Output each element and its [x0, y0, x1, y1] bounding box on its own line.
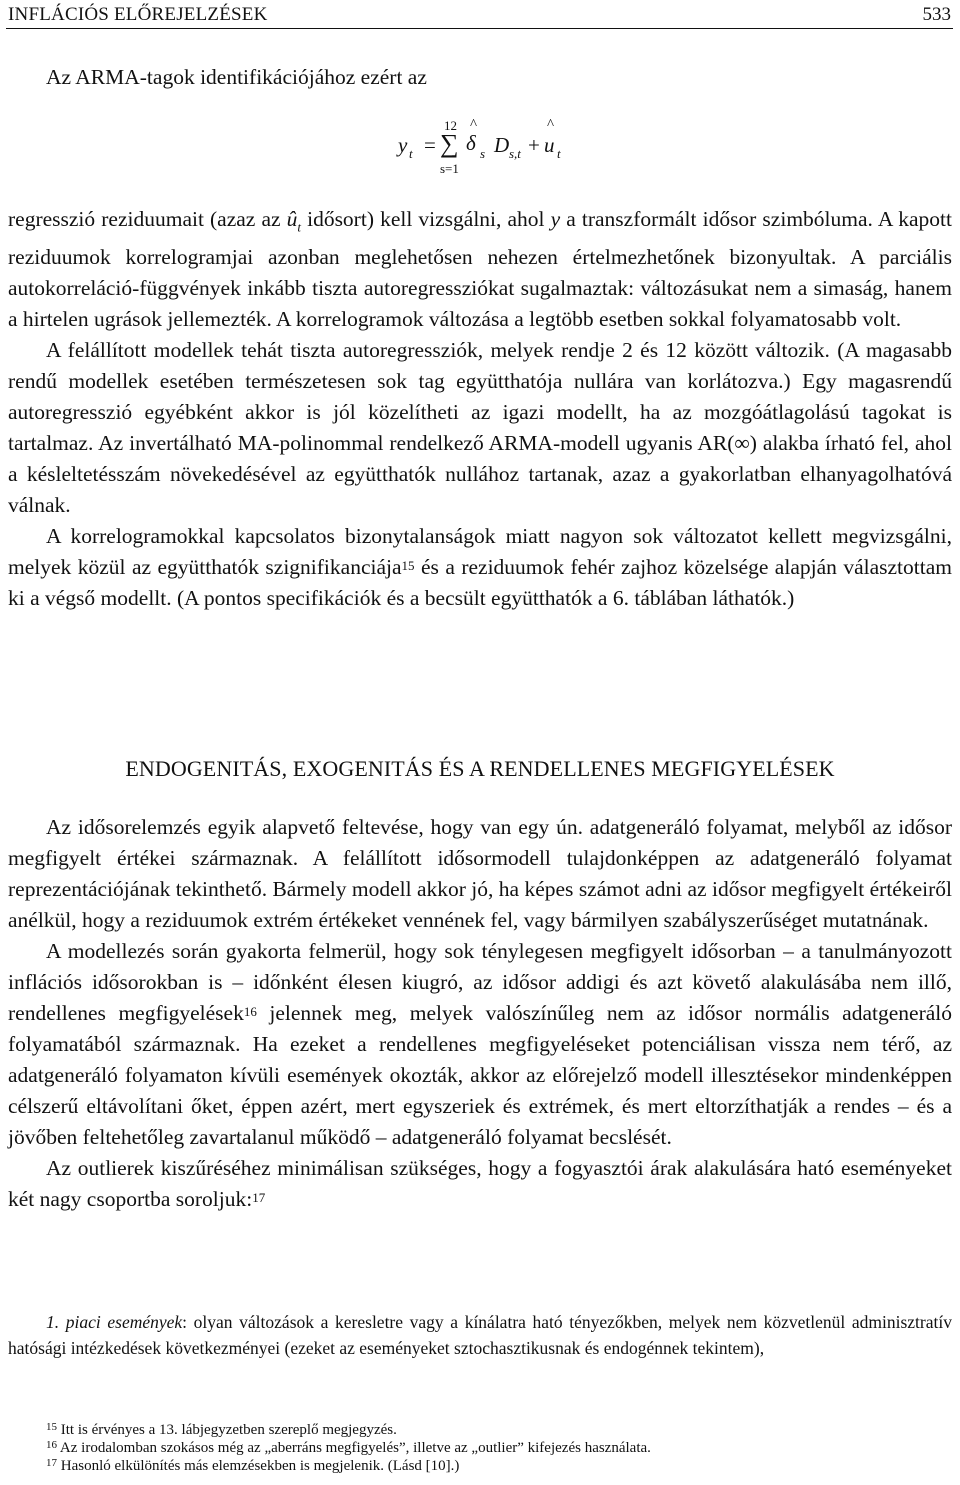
market-events-text [8, 1309, 952, 1361]
footnotes [8, 1421, 952, 1475]
event-groups-text: Az outlierek kiszűréséhez minimálisan szükséges, hogy a fogyasztói árak alakulására ható eseményeket két nagy csoportba soroljuk: [8, 1156, 952, 1211]
footnote-ref-15: 15 [401, 558, 415, 574]
formula-u: u [544, 133, 555, 157]
residuals-text-b: idősort) kell vizsgálni, ahol [301, 207, 551, 231]
u-hat-symbol: û [286, 207, 298, 231]
paragraph-event-groups [8, 1153, 952, 1215]
D-sub: s,t [509, 146, 521, 161]
sum-upper-limit: 12 [444, 118, 457, 133]
residuals-text-c: a transzformált idősor szimbóluma. A kapott reziduumok korrelogramjai azonban meglehetősen nehezen értelmezhetőnek bizonyultak. A parciális autokorreláció-függvények inkább tiszta autoregressziókat sugalmaztak: változásukat nem a simaság, hanem a hirtelen ugrások jellemezték. A korrelogramok változása a legtöbb esetben sokkal folyamatosabb volt. [8, 207, 952, 332]
formula-lhs-sub: t [409, 146, 413, 161]
u-hat-sub: t [297, 219, 301, 235]
paragraph-data-generating: Az idősorelemzés egyik alapvető feltevése, hogy van egy ún. adatgeneráló folyamat, melyből az idősor megfigyelt értékei származnak. A felállított idősormodell tulajdonképpen az adatgeneráló folyamat reprezentációjának tekinthető. Bármely modell akkor jó, ha képes számot adni az idősor megfigyelt értékeiről anélkül, hogy a reziduumok extrém értékeket vennének fel, vagy bármilyen szabályszerűséget mutatnának. [8, 815, 952, 932]
delta-hat: ^ [470, 117, 478, 133]
footnote-15-number: 15 [46, 1421, 57, 1433]
correlogram-text-a: A korrelogramokkal kapcsolatos bizonytalanságok miatt nagyon sok változatot kellett megvizsgálni, melyek közül az együtthatók szignifikanciája [8, 524, 952, 580]
running-header [6, 2, 953, 29]
correlogram-text-b: és a reziduumok fehér zajhoz közelsége alapján választottam ki a végső modellt. (A pontos specifikációk és a becsült együtthatók a 6. táblában láthatók.) [8, 555, 952, 611]
paragraph-residuals [8, 204, 952, 614]
formula-D: D [494, 133, 510, 157]
residuals-text [8, 204, 952, 335]
formula-lhs: y [398, 133, 408, 157]
market-events-label: 1. piaci események [46, 1312, 183, 1332]
paragraph-correlogram [8, 521, 952, 614]
u-sub: t [557, 146, 561, 161]
sum-sign: ∑ [440, 129, 459, 158]
u-hat: ^ [547, 117, 555, 133]
delta-sub: s [480, 146, 486, 161]
footnote-17-text: Hasonló elkülönítés más elemzésekben is megjelenik. (Lásd [10].) [57, 1458, 460, 1474]
y-symbol: y [550, 207, 561, 231]
footnote-16-text: Az irodalomban szokásos még az „aberráns megfigyelés”, illetve az „outlier” kifejezés használata. [57, 1440, 651, 1456]
footnote-17 [8, 1457, 952, 1475]
footnote-15 [8, 1421, 952, 1439]
formula-plus: + [528, 133, 540, 157]
section-heading: ENDOGENITÁS, EXOGENITÁS ÉS A RENDELLENES MEGFIGYELÉSEK [125, 756, 835, 781]
running-title: INFLÁCIÓS ELŐREJELZÉSEK [8, 4, 268, 25]
sum-lower-limit: s=1 [440, 161, 459, 176]
footnote-ref-16: 16 [243, 1004, 257, 1019]
formula-equals: = [424, 133, 436, 157]
regression-formula [390, 115, 590, 180]
outliers-text-a: A modellezés során gyakorta felmerül, hogy sok ténylegesen megfigyelt idősorban – a tanulmányozott inflációs idősorokban is – időnként élesen kiugró, az idősor addigi és azt követő alakulásába nem illő, rendellenes megfigyelések [8, 939, 952, 1025]
section-body [8, 812, 952, 1215]
market-events-body: : olyan változások a keresletre vagy a kínálatra ható tényezőkben, melyek nem közvetlenül adminisztratív hatósági intézkedések következményei (ezeket az eseményeket sztochasztikusnak és endogénnek tekintem), [8, 1312, 952, 1358]
footnote-16 [8, 1439, 952, 1457]
residuals-text-a: regresszió reziduumait (azaz az [8, 207, 287, 231]
formula-delta: δ [466, 131, 476, 155]
paragraph-outliers [8, 936, 952, 1153]
intro-sentence: Az ARMA-tagok identifikációjához ezért az [46, 65, 427, 89]
outliers-text-b: jelennek meg, melyek valószínűleg nem az idősor normális adatgeneráló folyamatából származnak. Ha ezeket a rendellenes megfigyeléseket potenciálisan vissza nem térő, az adatgeneráló folyamaton kívüli események okozták, akkor az előrejelző modell illesztésekor mindenképpen célszerű eltávolítani őket, éppen azért, mert egyszeriek és extrémek, és mert eltorzíthatják a rendes – és a jövőben feltehetőleg zavartalanul működő – adatgeneráló folyamat becslését. [8, 1001, 952, 1149]
market-events-note [8, 1309, 952, 1361]
paragraph-autoregression: A felállított modellek tehát tiszta autoregressziók, melyek rendje 2 és 12 között változik. (A magasabb rendű modellek esetében természetesen sok tag együtthatója nullára van korlátozva.) Egy magasrendű autoregresszió egyébként akkor is jól közelítheti az igazi modellt, ha az mozgóátlagolású tagokat is tartalmaz. Az invertálható MA-polinommal rendelkező ARMA-modell ugyanis AR(∞) alakba írható fel, ahol a késleltetésszám növekedésével az együtthatók nullához tartanak, azaz a gyakorlatban elhanyagolhatóvá válnak. [8, 338, 952, 518]
footnote-17-number: 17 [46, 1457, 57, 1469]
footnote-15-text: Itt is érvényes a 13. lábjegyzetben szereplő megjegyzés. [57, 1422, 397, 1438]
footnote-16-number: 16 [46, 1439, 57, 1451]
footnote-ref-17: 17 [252, 1190, 266, 1205]
page-number: 533 [922, 4, 951, 25]
